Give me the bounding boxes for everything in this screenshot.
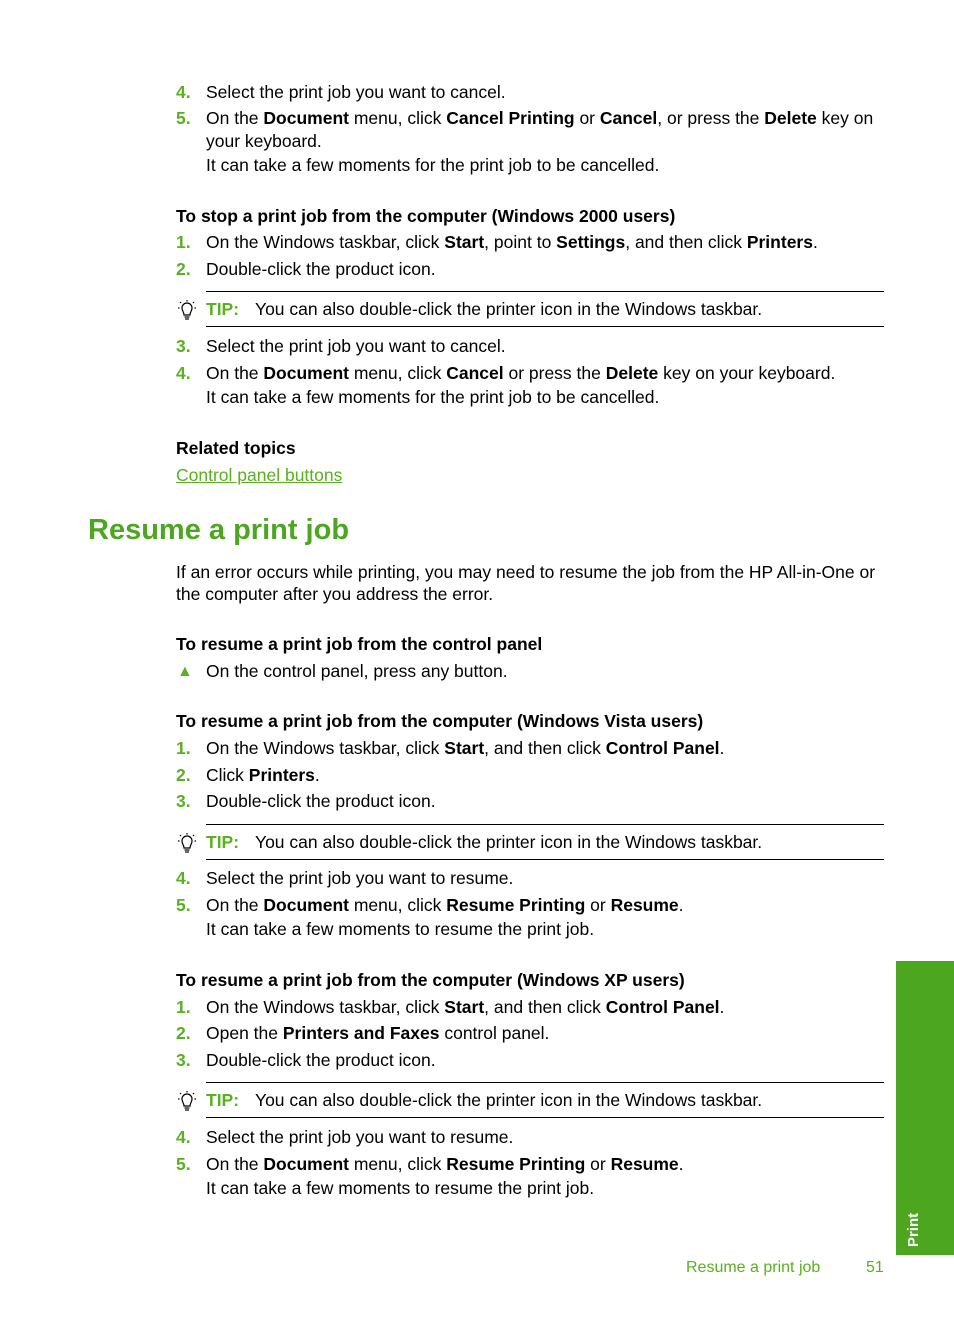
lightbulb-icon	[176, 1091, 198, 1113]
section-heading: To resume a print job from the computer (Windows Vista users)	[176, 711, 704, 731]
step-text: On the Windows taskbar, click Start, and then click Control Panel.	[206, 997, 725, 1017]
step-text: On the Document menu, click Resume Printing or Resume.	[206, 895, 684, 915]
step-number: 2.	[176, 259, 191, 279]
step-number: 3.	[176, 791, 191, 811]
section-heading: To stop a print job from the computer (Windows 2000 users)	[176, 206, 676, 226]
tip-text: You can also double-click the printer icon in the Windows taskbar.	[255, 299, 763, 319]
tip-label: TIP:	[206, 832, 240, 852]
step-number: 5.	[176, 1154, 191, 1174]
step-number: 2.	[176, 765, 191, 785]
step-number: 3.	[176, 1050, 191, 1070]
tip-label: TIP:	[206, 1090, 240, 1110]
step-note: It can take a few moments for the print job to be cancelled.	[206, 387, 660, 407]
step-note: It can take a few moments to resume the print job.	[206, 919, 595, 939]
section-heading: To resume a print job from the control panel	[176, 634, 543, 654]
footer-title: Resume a print job	[686, 1259, 821, 1276]
triangle-bullet-icon: ▲	[177, 663, 193, 680]
control-panel-buttons-link[interactable]: Control panel buttons	[176, 465, 343, 485]
step-number: 4.	[176, 868, 191, 888]
step-text: Double-click the product icon.	[206, 259, 436, 279]
step-text: On the Document menu, click Resume Printing or Resume.	[206, 1154, 684, 1174]
step-number: 4.	[176, 82, 191, 102]
step-text: Click Printers.	[206, 765, 320, 785]
step-number: 4.	[176, 363, 191, 383]
tip-box	[206, 291, 884, 327]
section-heading: To resume a print job from the computer (Windows XP users)	[176, 970, 685, 990]
step-number: 2.	[176, 1023, 191, 1043]
page-number: 51	[866, 1259, 884, 1276]
page-title: Resume a print job	[88, 514, 350, 546]
step-number: 1.	[176, 232, 191, 252]
step-number: 5.	[176, 895, 191, 915]
step-text: On the Windows taskbar, click Start, and then click Control Panel.	[206, 738, 725, 758]
step-note: It can take a few moments to resume the print job.	[206, 1178, 595, 1198]
side-tab	[896, 961, 954, 1255]
related-topics-heading: Related topics	[176, 438, 296, 458]
step-text: On the Document menu, click Cancel or press the Delete key on your keyboard.	[206, 363, 836, 383]
step-note: It can take a few moments for the print job to be cancelled.	[206, 155, 660, 175]
lightbulb-icon	[176, 300, 198, 322]
tip-box	[206, 1082, 884, 1118]
tip-text: You can also double-click the printer icon in the Windows taskbar.	[255, 1090, 763, 1110]
step-text: On the Document menu, click Cancel Printing or Cancel, or press the Delete key on your keyboard.	[206, 108, 874, 151]
step-number: 5.	[176, 108, 191, 128]
bullet-text: On the control panel, press any button.	[206, 661, 508, 681]
lightbulb-icon	[176, 833, 198, 855]
step-text: Select the print job you want to resume.	[206, 868, 514, 888]
step-text: On the Windows taskbar, click Start, point to Settings, and then click Printers.	[206, 232, 818, 252]
step-number: 4.	[176, 1127, 191, 1147]
step-text: Select the print job you want to cancel.	[206, 336, 506, 356]
step-number: 3.	[176, 336, 191, 356]
step-number: 1.	[176, 997, 191, 1017]
step-text: Select the print job you want to cancel.	[206, 82, 506, 102]
intro-paragraph: If an error occurs while printing, you may need to resume the job from the HP All-in-One or the computer after you address the error.	[176, 562, 876, 604]
step-text: Select the print job you want to resume.	[206, 1127, 514, 1147]
tip-box	[206, 824, 884, 860]
step-text: Open the Printers and Faxes control panel.	[206, 1023, 550, 1043]
step-text: Double-click the product icon.	[206, 791, 436, 811]
tip-label: TIP:	[206, 299, 240, 319]
step-number: 1.	[176, 738, 191, 758]
tip-text: You can also double-click the printer icon in the Windows taskbar.	[255, 832, 763, 852]
side-tab-label: Print	[905, 1212, 922, 1247]
step-text: Double-click the product icon.	[206, 1050, 436, 1070]
